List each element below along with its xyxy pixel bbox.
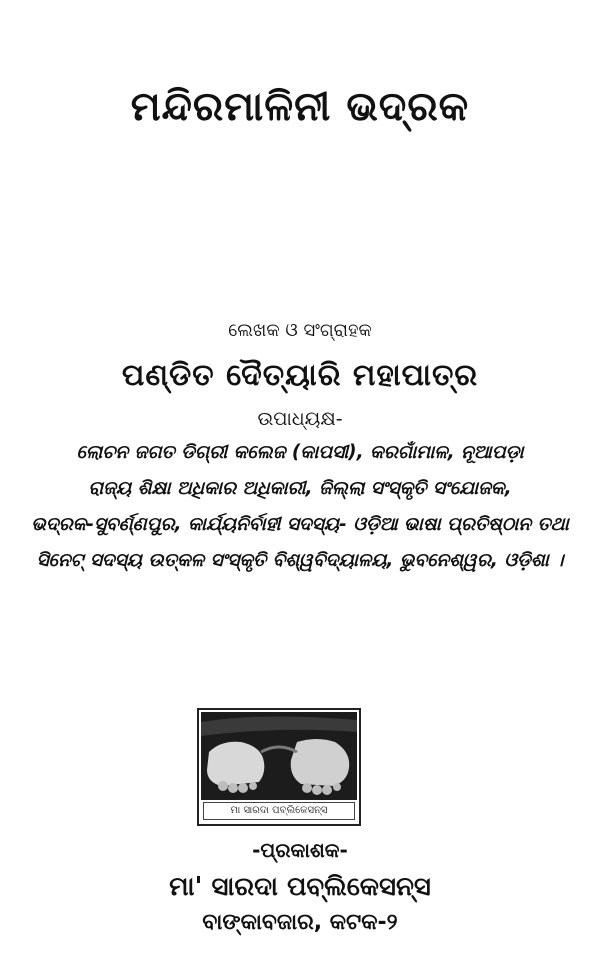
publisher-label: -ପ୍ରକାଶକ- (252, 838, 348, 862)
publisher-name: ମା' ସାରଦା ପବ୍ଲିକେସନ୍ସ (169, 872, 431, 902)
author-name: ପଣ୍ଡିତ ଦୈତ୍ୟାରି ମହାପାତ୍ର (121, 358, 479, 393)
logo-feet-image (201, 712, 357, 800)
publisher-logo (197, 708, 361, 826)
author-designation: ଉପାଧ୍ୟକ୍ଷ- (257, 408, 343, 430)
author-detail-line-1: ଲୋଚନ ଜଗତ ଡିଗ୍ରୀ କଲେଜ (କାପସୀ), କରଗାଁମାଳ, ନୂଆପଡ଼ା (76, 442, 524, 463)
author-detail-line-3: ଭଦ୍ରକ-ସୁବର୍ଣ୍ଣପୁର, କାର୍ଯ୍ୟନିର୍ବାହୀ ସଦସ୍ୟ- ଓଡ଼ିଆ ଭାଷା ପ୍ରତିଷ୍ଠାନ ତଥା (31, 514, 569, 535)
author-detail-line-2: ରାଜ୍ୟ ଶିକ୍ଷା ଅଧିକାର ଅଧିକାରୀ, ଜିଲ୍ଲା ସଂସ୍କୃତି ସଂଯୋଜକ, (88, 478, 512, 499)
author-detail-line-4: ସିନେଟ୍ ସଦସ୍ୟ ଉତ୍କଳ ସଂସ୍କୃତି ବିଶ୍ୱବିଦ୍ୟାଳୟ, ଭୁବନେଶ୍ୱର, ଓଡ଼ିଶା । (36, 550, 564, 571)
author-role: ଲେଖକ ଓ ସଂଗ୍ରାହକ (228, 320, 372, 341)
book-title: ମନ୍ଦିରମାଳିନୀ ଭଦ୍ରକ (130, 84, 470, 130)
publisher-address: ବାଙ୍କାବଜାର, କଟକ-୨ (202, 910, 398, 935)
logo-caption: ମା ସାରଦା ପବ୍ଲିକେସନ୍ସ (203, 802, 355, 820)
